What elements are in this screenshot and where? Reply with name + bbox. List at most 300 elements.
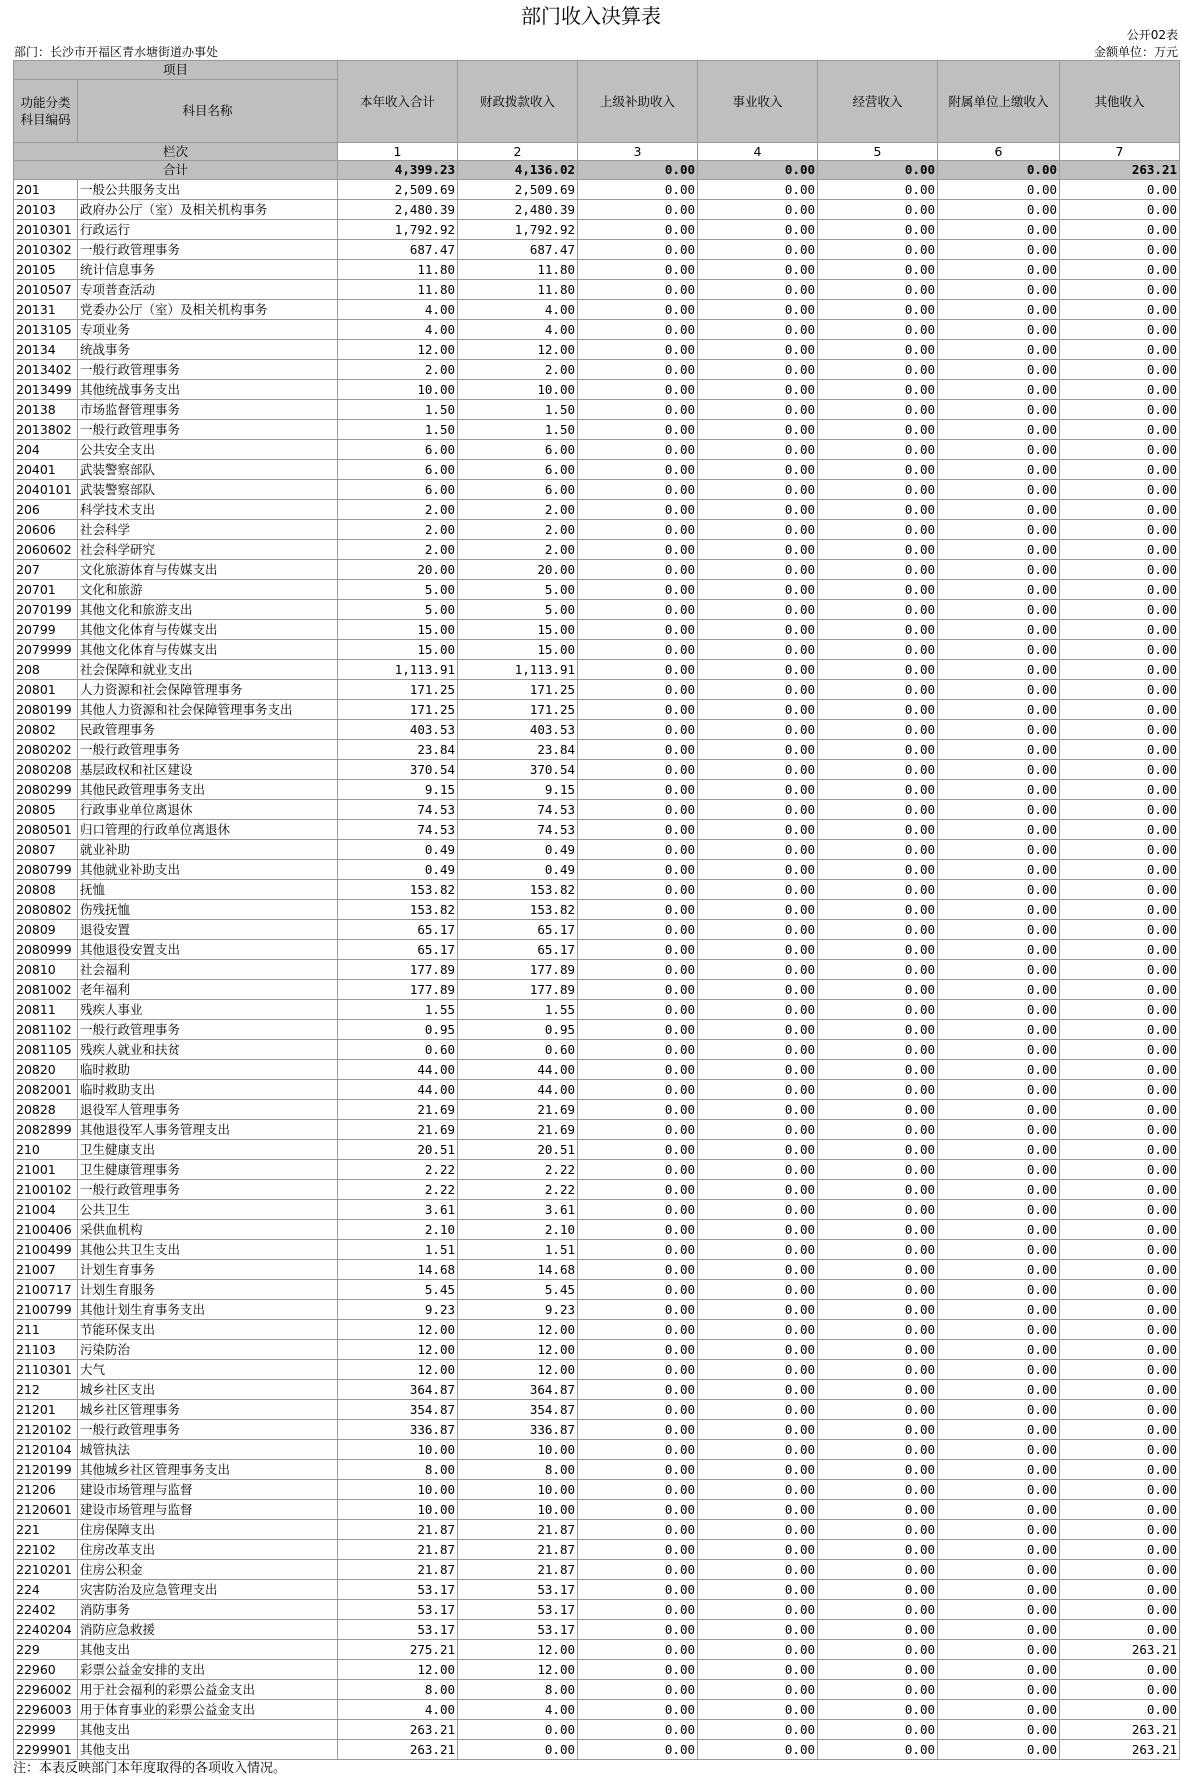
row-fiscal-income: 177.89 bbox=[458, 980, 578, 1000]
row-business-income: 0.00 bbox=[698, 420, 818, 440]
row-total-income: 1,113.91 bbox=[338, 660, 458, 680]
row-affiliate-income: 0.00 bbox=[938, 1500, 1060, 1520]
row-code: 210 bbox=[14, 1140, 78, 1160]
row-code: 2013499 bbox=[14, 380, 78, 400]
row-fiscal-income: 10.00 bbox=[458, 1500, 578, 1520]
table-row bbox=[14, 800, 1180, 820]
row-code: 207 bbox=[14, 560, 78, 580]
table-row bbox=[14, 1200, 1180, 1220]
row-total-income: 12.00 bbox=[338, 1320, 458, 1340]
row-fiscal-income: 65.17 bbox=[458, 920, 578, 940]
row-code: 2013802 bbox=[14, 420, 78, 440]
row-superior-subsidy: 0.00 bbox=[578, 1600, 698, 1620]
table-row bbox=[14, 1440, 1180, 1460]
row-other-income: 0.00 bbox=[1060, 700, 1180, 720]
row-operating-income: 0.00 bbox=[818, 600, 938, 620]
row-total-income: 10.00 bbox=[338, 1500, 458, 1520]
row-code: 2299901 bbox=[14, 1740, 78, 1760]
row-other-income: 0.00 bbox=[1060, 1120, 1180, 1140]
row-code: 20103 bbox=[14, 200, 78, 220]
row-affiliate-income: 0.00 bbox=[938, 440, 1060, 460]
row-code: 20606 bbox=[14, 520, 78, 540]
row-total-income: 12.00 bbox=[338, 1360, 458, 1380]
table-row bbox=[14, 1300, 1180, 1320]
row-total-income: 21.87 bbox=[338, 1520, 458, 1540]
row-total-income: 12.00 bbox=[338, 1660, 458, 1680]
row-fiscal-income: 12.00 bbox=[458, 1320, 578, 1340]
row-subject-name: 归口管理的行政单位离退休 bbox=[78, 820, 338, 840]
row-business-income: 0.00 bbox=[698, 580, 818, 600]
row-other-income: 0.00 bbox=[1060, 1600, 1180, 1620]
row-fiscal-income: 687.47 bbox=[458, 240, 578, 260]
row-superior-subsidy: 0.00 bbox=[578, 1280, 698, 1300]
row-other-income: 0.00 bbox=[1060, 840, 1180, 860]
row-business-income: 0.00 bbox=[698, 1520, 818, 1540]
row-other-income: 0.00 bbox=[1060, 440, 1180, 460]
row-other-income: 0.00 bbox=[1060, 1300, 1180, 1320]
row-code: 2100799 bbox=[14, 1300, 78, 1320]
row-code: 22102 bbox=[14, 1540, 78, 1560]
row-other-income: 0.00 bbox=[1060, 1480, 1180, 1500]
row-operating-income: 0.00 bbox=[818, 1400, 938, 1420]
row-business-income: 0.00 bbox=[698, 780, 818, 800]
row-fiscal-income: 12.00 bbox=[458, 1340, 578, 1360]
row-affiliate-income: 0.00 bbox=[938, 1260, 1060, 1280]
row-fiscal-income: 336.87 bbox=[458, 1420, 578, 1440]
row-operating-income: 0.00 bbox=[818, 1100, 938, 1120]
row-operating-income: 0.00 bbox=[818, 800, 938, 820]
row-fiscal-income: 4.00 bbox=[458, 300, 578, 320]
row-superior-subsidy: 0.00 bbox=[578, 1140, 698, 1160]
row-other-income: 0.00 bbox=[1060, 620, 1180, 640]
row-superior-subsidy: 0.00 bbox=[578, 1480, 698, 1500]
row-operating-income: 0.00 bbox=[818, 1460, 938, 1480]
row-code: 2070199 bbox=[14, 600, 78, 620]
row-superior-subsidy: 0.00 bbox=[578, 940, 698, 960]
row-subject-name: 节能环保支出 bbox=[78, 1320, 338, 1340]
row-operating-income: 0.00 bbox=[818, 1200, 938, 1220]
row-total-income: 5.00 bbox=[338, 580, 458, 600]
row-total-income: 153.82 bbox=[338, 900, 458, 920]
row-superior-subsidy: 0.00 bbox=[578, 1460, 698, 1480]
row-subject-name: 社会科学研究 bbox=[78, 540, 338, 560]
row-superior-subsidy: 0.00 bbox=[578, 880, 698, 900]
row-operating-income: 0.00 bbox=[818, 220, 938, 240]
row-other-income: 263.21 bbox=[1060, 1740, 1180, 1760]
row-other-income: 0.00 bbox=[1060, 1080, 1180, 1100]
row-total-income: 53.17 bbox=[338, 1580, 458, 1600]
row-business-income: 0.00 bbox=[698, 540, 818, 560]
row-total-income: 2.00 bbox=[338, 360, 458, 380]
row-fiscal-income: 9.23 bbox=[458, 1300, 578, 1320]
row-fiscal-income: 0.60 bbox=[458, 1040, 578, 1060]
row-total-income: 2,480.39 bbox=[338, 200, 458, 220]
row-subject-name: 文化和旅游 bbox=[78, 580, 338, 600]
row-operating-income: 0.00 bbox=[818, 1060, 938, 1080]
department-label: 部门：长沙市开福区青水塘街道办事处 bbox=[14, 45, 219, 59]
row-code: 2210201 bbox=[14, 1560, 78, 1580]
row-business-income: 0.00 bbox=[698, 1080, 818, 1100]
row-other-income: 0.00 bbox=[1060, 1220, 1180, 1240]
row-affiliate-income: 0.00 bbox=[938, 980, 1060, 1000]
row-business-income: 0.00 bbox=[698, 900, 818, 920]
row-code: 2060602 bbox=[14, 540, 78, 560]
table-row bbox=[14, 1120, 1180, 1140]
row-other-income: 0.00 bbox=[1060, 500, 1180, 520]
row-superior-subsidy: 0.00 bbox=[578, 1240, 698, 1260]
table-row bbox=[14, 500, 1180, 520]
row-business-income: 0.00 bbox=[698, 1480, 818, 1500]
row-operating-income: 0.00 bbox=[818, 1720, 938, 1740]
row-business-income: 0.00 bbox=[698, 300, 818, 320]
row-operating-income: 0.00 bbox=[818, 300, 938, 320]
row-affiliate-income: 0.00 bbox=[938, 280, 1060, 300]
row-superior-subsidy: 0.00 bbox=[578, 220, 698, 240]
row-affiliate-income: 0.00 bbox=[938, 500, 1060, 520]
row-business-income: 0.00 bbox=[698, 1260, 818, 1280]
row-code: 2080208 bbox=[14, 760, 78, 780]
row-affiliate-income: 0.00 bbox=[938, 1220, 1060, 1240]
row-subject-name: 其他人力资源和社会保障管理事务支出 bbox=[78, 700, 338, 720]
row-affiliate-income: 0.00 bbox=[938, 1720, 1060, 1740]
row-total-income: 0.60 bbox=[338, 1040, 458, 1060]
row-fiscal-income: 153.82 bbox=[458, 880, 578, 900]
row-code: 20799 bbox=[14, 620, 78, 640]
row-operating-income: 0.00 bbox=[818, 1020, 938, 1040]
table-row bbox=[14, 1500, 1180, 1520]
row-code: 20811 bbox=[14, 1000, 78, 1020]
row-other-income: 0.00 bbox=[1060, 1580, 1180, 1600]
header-col-7: 其他收入 bbox=[1060, 61, 1180, 143]
table-row bbox=[14, 1080, 1180, 1100]
row-affiliate-income: 0.00 bbox=[938, 520, 1060, 540]
row-total-income: 1.50 bbox=[338, 400, 458, 420]
row-business-income: 0.00 bbox=[698, 1160, 818, 1180]
row-affiliate-income: 0.00 bbox=[938, 340, 1060, 360]
row-superior-subsidy: 0.00 bbox=[578, 400, 698, 420]
table-row bbox=[14, 940, 1180, 960]
row-total-income: 364.87 bbox=[338, 1380, 458, 1400]
row-fiscal-income: 8.00 bbox=[458, 1680, 578, 1700]
row-fiscal-income: 0.00 bbox=[458, 1720, 578, 1740]
row-total-income: 12.00 bbox=[338, 1340, 458, 1360]
row-code: 2080799 bbox=[14, 860, 78, 880]
row-fiscal-income: 2,480.39 bbox=[458, 200, 578, 220]
row-operating-income: 0.00 bbox=[818, 1040, 938, 1060]
row-business-income: 0.00 bbox=[698, 1340, 818, 1360]
row-superior-subsidy: 0.00 bbox=[578, 740, 698, 760]
row-subject-name: 人力资源和社会保障管理事务 bbox=[78, 680, 338, 700]
row-code: 206 bbox=[14, 500, 78, 520]
row-affiliate-income: 0.00 bbox=[938, 1520, 1060, 1540]
row-fiscal-income: 5.00 bbox=[458, 580, 578, 600]
row-affiliate-income: 0.00 bbox=[938, 1240, 1060, 1260]
row-other-income: 0.00 bbox=[1060, 1540, 1180, 1560]
row-affiliate-income: 0.00 bbox=[938, 1340, 1060, 1360]
row-subject-name: 卫生健康支出 bbox=[78, 1140, 338, 1160]
row-other-income: 0.00 bbox=[1060, 920, 1180, 940]
row-other-income: 0.00 bbox=[1060, 240, 1180, 260]
row-fiscal-income: 20.51 bbox=[458, 1140, 578, 1160]
row-superior-subsidy: 0.00 bbox=[578, 840, 698, 860]
row-affiliate-income: 0.00 bbox=[938, 1420, 1060, 1440]
row-subject-name: 行政事业单位离退休 bbox=[78, 800, 338, 820]
row-superior-subsidy: 0.00 bbox=[578, 720, 698, 740]
row-superior-subsidy: 0.00 bbox=[578, 240, 698, 260]
row-code: 2081105 bbox=[14, 1040, 78, 1060]
row-superior-subsidy: 0.00 bbox=[578, 420, 698, 440]
row-subject-name: 其他公共卫生支出 bbox=[78, 1240, 338, 1260]
row-fiscal-income: 10.00 bbox=[458, 380, 578, 400]
row-subject-name: 公共卫生 bbox=[78, 1200, 338, 1220]
column-seq-number: 4 bbox=[698, 143, 818, 161]
row-subject-name: 专项业务 bbox=[78, 320, 338, 340]
table-row bbox=[14, 1720, 1180, 1740]
row-other-income: 0.00 bbox=[1060, 380, 1180, 400]
row-business-income: 0.00 bbox=[698, 380, 818, 400]
row-total-income: 65.17 bbox=[338, 920, 458, 940]
row-code: 2010302 bbox=[14, 240, 78, 260]
row-subject-name: 临时救助 bbox=[78, 1060, 338, 1080]
row-code: 224 bbox=[14, 1580, 78, 1600]
row-subject-name: 公共安全支出 bbox=[78, 440, 338, 460]
row-code: 204 bbox=[14, 440, 78, 460]
row-code: 2082001 bbox=[14, 1080, 78, 1100]
row-code: 22960 bbox=[14, 1660, 78, 1680]
table-row bbox=[14, 1580, 1180, 1600]
row-code: 21103 bbox=[14, 1340, 78, 1360]
row-affiliate-income: 0.00 bbox=[938, 1660, 1060, 1680]
row-business-income: 0.00 bbox=[698, 840, 818, 860]
row-operating-income: 0.00 bbox=[818, 380, 938, 400]
row-subject-name: 就业补助 bbox=[78, 840, 338, 860]
row-operating-income: 0.00 bbox=[818, 1360, 938, 1380]
row-other-income: 0.00 bbox=[1060, 960, 1180, 980]
row-subject-name: 其他文化体育与传媒支出 bbox=[78, 620, 338, 640]
row-subject-name: 统战事务 bbox=[78, 340, 338, 360]
row-code: 2120102 bbox=[14, 1420, 78, 1440]
table-row bbox=[14, 920, 1180, 940]
row-operating-income: 0.00 bbox=[818, 520, 938, 540]
total-value: 0.00 bbox=[938, 161, 1060, 180]
table-row bbox=[14, 1620, 1180, 1640]
row-superior-subsidy: 0.00 bbox=[578, 640, 698, 660]
row-code: 212 bbox=[14, 1380, 78, 1400]
row-code: 2080299 bbox=[14, 780, 78, 800]
table-row bbox=[14, 1060, 1180, 1080]
row-operating-income: 0.00 bbox=[818, 180, 938, 200]
table-row bbox=[14, 820, 1180, 840]
table-row bbox=[14, 1180, 1180, 1200]
row-affiliate-income: 0.00 bbox=[938, 800, 1060, 820]
table-row bbox=[14, 740, 1180, 760]
row-affiliate-income: 0.00 bbox=[938, 780, 1060, 800]
row-fiscal-income: 11.80 bbox=[458, 260, 578, 280]
row-total-income: 1,792.92 bbox=[338, 220, 458, 240]
row-other-income: 0.00 bbox=[1060, 1240, 1180, 1260]
row-operating-income: 0.00 bbox=[818, 1700, 938, 1720]
table-row bbox=[14, 320, 1180, 340]
table-row bbox=[14, 900, 1180, 920]
row-other-income: 0.00 bbox=[1060, 740, 1180, 760]
row-operating-income: 0.00 bbox=[818, 1620, 938, 1640]
table-row bbox=[14, 1360, 1180, 1380]
row-subject-name: 消防事务 bbox=[78, 1600, 338, 1620]
row-subject-name: 一般公共服务支出 bbox=[78, 180, 338, 200]
row-affiliate-income: 0.00 bbox=[938, 320, 1060, 340]
table-row bbox=[14, 480, 1180, 500]
row-operating-income: 0.00 bbox=[818, 500, 938, 520]
row-business-income: 0.00 bbox=[698, 700, 818, 720]
row-subject-name: 其他退役安置支出 bbox=[78, 940, 338, 960]
row-other-income: 0.00 bbox=[1060, 1420, 1180, 1440]
row-superior-subsidy: 0.00 bbox=[578, 600, 698, 620]
row-affiliate-income: 0.00 bbox=[938, 200, 1060, 220]
row-superior-subsidy: 0.00 bbox=[578, 540, 698, 560]
row-total-income: 44.00 bbox=[338, 1080, 458, 1100]
row-total-income: 14.68 bbox=[338, 1260, 458, 1280]
row-affiliate-income: 0.00 bbox=[938, 1620, 1060, 1640]
row-fiscal-income: 12.00 bbox=[458, 1660, 578, 1680]
row-code: 2013105 bbox=[14, 320, 78, 340]
header-col-2: 财政拨款收入 bbox=[458, 61, 578, 143]
row-business-income: 0.00 bbox=[698, 1420, 818, 1440]
row-fiscal-income: 53.17 bbox=[458, 1580, 578, 1600]
row-code: 2100102 bbox=[14, 1180, 78, 1200]
row-business-income: 0.00 bbox=[698, 440, 818, 460]
row-business-income: 0.00 bbox=[698, 1120, 818, 1140]
row-superior-subsidy: 0.00 bbox=[578, 260, 698, 280]
row-affiliate-income: 0.00 bbox=[938, 620, 1060, 640]
row-business-income: 0.00 bbox=[698, 940, 818, 960]
row-superior-subsidy: 0.00 bbox=[578, 1100, 698, 1120]
row-superior-subsidy: 0.00 bbox=[578, 1740, 698, 1760]
row-operating-income: 0.00 bbox=[818, 1640, 938, 1660]
row-subject-name: 其他退役军人事务管理支出 bbox=[78, 1120, 338, 1140]
table-row bbox=[14, 780, 1180, 800]
row-code: 21001 bbox=[14, 1160, 78, 1180]
row-superior-subsidy: 0.00 bbox=[578, 1320, 698, 1340]
row-business-income: 0.00 bbox=[698, 740, 818, 760]
row-other-income: 0.00 bbox=[1060, 360, 1180, 380]
row-other-income: 0.00 bbox=[1060, 1340, 1180, 1360]
row-fiscal-income: 23.84 bbox=[458, 740, 578, 760]
row-affiliate-income: 0.00 bbox=[938, 1140, 1060, 1160]
row-code: 2080199 bbox=[14, 700, 78, 720]
table-row bbox=[14, 580, 1180, 600]
row-total-income: 0.95 bbox=[338, 1020, 458, 1040]
row-other-income: 0.00 bbox=[1060, 460, 1180, 480]
row-fiscal-income: 2.22 bbox=[458, 1180, 578, 1200]
row-total-income: 21.69 bbox=[338, 1120, 458, 1140]
row-fiscal-income: 171.25 bbox=[458, 680, 578, 700]
row-affiliate-income: 0.00 bbox=[938, 360, 1060, 380]
row-code: 2081002 bbox=[14, 980, 78, 1000]
row-subject-name: 科学技术支出 bbox=[78, 500, 338, 520]
row-code: 208 bbox=[14, 660, 78, 680]
row-business-income: 0.00 bbox=[698, 1600, 818, 1620]
row-total-income: 9.15 bbox=[338, 780, 458, 800]
row-subject-name: 市场监督管理事务 bbox=[78, 400, 338, 420]
row-subject-name: 城管执法 bbox=[78, 1440, 338, 1460]
row-subject-name: 伤残抚恤 bbox=[78, 900, 338, 920]
row-code: 21007 bbox=[14, 1260, 78, 1280]
row-code: 20807 bbox=[14, 840, 78, 860]
row-subject-name: 彩票公益金安排的支出 bbox=[78, 1660, 338, 1680]
row-subject-name: 社会科学 bbox=[78, 520, 338, 540]
total-value: 263.21 bbox=[1060, 161, 1180, 180]
row-affiliate-income: 0.00 bbox=[938, 460, 1060, 480]
row-total-income: 11.80 bbox=[338, 260, 458, 280]
row-superior-subsidy: 0.00 bbox=[578, 1660, 698, 1680]
row-business-income: 0.00 bbox=[698, 1100, 818, 1120]
row-affiliate-income: 0.00 bbox=[938, 860, 1060, 880]
row-affiliate-income: 0.00 bbox=[938, 1480, 1060, 1500]
row-business-income: 0.00 bbox=[698, 1700, 818, 1720]
row-other-income: 0.00 bbox=[1060, 660, 1180, 680]
row-affiliate-income: 0.00 bbox=[938, 1740, 1060, 1760]
row-affiliate-income: 0.00 bbox=[938, 740, 1060, 760]
row-business-income: 0.00 bbox=[698, 1580, 818, 1600]
row-total-income: 53.17 bbox=[338, 1620, 458, 1640]
row-affiliate-income: 0.00 bbox=[938, 660, 1060, 680]
row-fiscal-income: 0.00 bbox=[458, 1740, 578, 1760]
row-business-income: 0.00 bbox=[698, 660, 818, 680]
row-other-income: 0.00 bbox=[1060, 600, 1180, 620]
row-code: 2296003 bbox=[14, 1700, 78, 1720]
row-operating-income: 0.00 bbox=[818, 1280, 938, 1300]
row-subject-name: 一般行政管理事务 bbox=[78, 1180, 338, 1200]
table-row bbox=[14, 520, 1180, 540]
table-row bbox=[14, 760, 1180, 780]
row-business-income: 0.00 bbox=[698, 400, 818, 420]
row-total-income: 10.00 bbox=[338, 380, 458, 400]
table-row bbox=[14, 1240, 1180, 1260]
row-superior-subsidy: 0.00 bbox=[578, 320, 698, 340]
row-subject-name: 社会保障和就业支出 bbox=[78, 660, 338, 680]
row-fiscal-income: 177.89 bbox=[458, 960, 578, 980]
row-other-income: 0.00 bbox=[1060, 1620, 1180, 1640]
row-superior-subsidy: 0.00 bbox=[578, 960, 698, 980]
total-value: 4,136.02 bbox=[458, 161, 578, 180]
row-fiscal-income: 2.10 bbox=[458, 1220, 578, 1240]
header-col-5: 经营收入 bbox=[818, 61, 938, 143]
table-row bbox=[14, 1380, 1180, 1400]
row-superior-subsidy: 0.00 bbox=[578, 1700, 698, 1720]
row-affiliate-income: 0.00 bbox=[938, 1560, 1060, 1580]
row-business-income: 0.00 bbox=[698, 880, 818, 900]
row-affiliate-income: 0.00 bbox=[938, 1400, 1060, 1420]
row-superior-subsidy: 0.00 bbox=[578, 1000, 698, 1020]
row-fiscal-income: 44.00 bbox=[458, 1080, 578, 1100]
row-operating-income: 0.00 bbox=[818, 1480, 938, 1500]
row-operating-income: 0.00 bbox=[818, 1140, 938, 1160]
row-total-income: 2.00 bbox=[338, 520, 458, 540]
row-affiliate-income: 0.00 bbox=[938, 300, 1060, 320]
row-fiscal-income: 5.00 bbox=[458, 600, 578, 620]
row-operating-income: 0.00 bbox=[818, 560, 938, 580]
row-code: 20701 bbox=[14, 580, 78, 600]
table-row bbox=[14, 880, 1180, 900]
row-total-income: 171.25 bbox=[338, 680, 458, 700]
row-business-income: 0.00 bbox=[698, 340, 818, 360]
row-fiscal-income: 370.54 bbox=[458, 760, 578, 780]
row-business-income: 0.00 bbox=[698, 360, 818, 380]
row-superior-subsidy: 0.00 bbox=[578, 980, 698, 1000]
table-row bbox=[14, 1260, 1180, 1280]
row-fiscal-income: 10.00 bbox=[458, 1480, 578, 1500]
row-operating-income: 0.00 bbox=[818, 740, 938, 760]
